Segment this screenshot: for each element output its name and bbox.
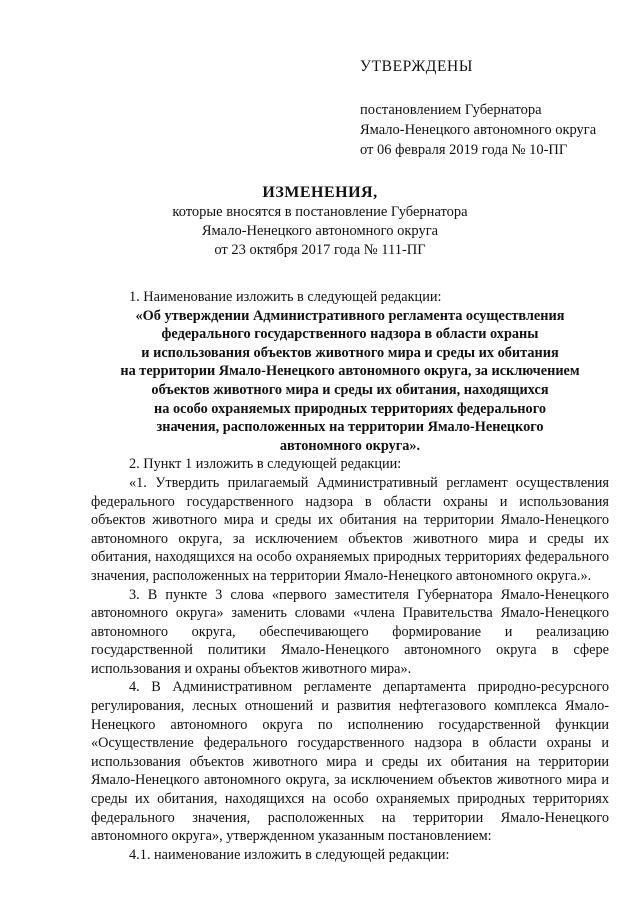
document-subtitle: [0, 203, 640, 260]
paragraph-1: 1. Наименование изложить в следующей редакции:: [129, 289, 442, 305]
new-title-block: [91, 307, 609, 456]
approval-reference: [360, 100, 596, 160]
bold-line: автономного округа».: [279, 437, 421, 454]
subtitle-line: Ямало-Ненецкого автономного округа: [201, 223, 439, 239]
approval-line: постановлением Губернатора: [360, 102, 542, 118]
paragraph-4-1: 4.1. наименование изложить в следующей редакции:: [129, 846, 450, 863]
bold-line: федерального государственного надзора в области охраны: [161, 326, 539, 343]
paragraph-4: 4. В Административном регламенте департамента природно-ресурсного регулирования, лесных отношений и развития нефтегазового комплекса Ямало-Ненецкого автономного округа по исполнению государственной функции «Осуществление федерального государственного надзора в области охраны и использования объектов животного мира и среды их обитания на территории Ямало-Ненецкого автономного округа, за исключением объектов животного мира и среды их обитания, находящихся на особо охраняемых природных территориях федерального значения, расположенных на территории Ямало-Ненецкого автономного округа», утвержденном указанным постановлением:: [91, 679, 609, 845]
bold-line: «Об утверждении Административного регламента осуществления: [135, 307, 565, 324]
bold-line: значения, расположенных на территории Ямало-Ненецкого: [156, 419, 544, 436]
approval-line: от 06 февраля 2019 года № 10-ПГ: [360, 142, 568, 158]
approval-line: Ямало-Ненецкого автономного округа: [360, 122, 597, 138]
subtitle-line: которые вносятся в постановление Губернатора: [172, 204, 468, 220]
bold-line: на особо охраняемых природных территориях федерального: [154, 400, 546, 417]
bold-line: на территории Ямало-Ненецкого автономного округа, за исключением: [120, 363, 580, 380]
subtitle-line: от 23 октября 2017 года № 111-ПГ: [214, 242, 426, 258]
paragraph-3: 3. В пункте 3 слова «первого заместителя Губернатора Ямало-Ненецкого автономного округа» заменить словами «члена Правительства Ямало-Ненецкого автономного округа, обеспечивающего формирование и реализацию государственной политики Ямало-Ненецкого автономного округа в сфере использования и охраны объектов животного мира».: [91, 586, 609, 677]
bold-line: объектов животного мира и среды их обитания, находящихся: [151, 381, 549, 398]
document-body: [91, 288, 609, 864]
paragraph-2: 2. Пункт 1 изложить в следующей редакции:: [129, 456, 402, 473]
bold-line: и использования объектов животного мира и среды их обитания: [141, 344, 559, 361]
approved-heading: УТВЕРЖДЕНЫ: [360, 58, 473, 75]
paragraph-2-text: «1. Утвердить прилагаемый Административный регламент осуществления федерального государственного надзора в области охраны и использования объектов животного мира и среды их обитания на территории Ямало-Ненецкого автономного округа, за исключением объектов животного мира и среды их обитания, находящихся на особо охраняемых природных территориях федерального значения, расположенных на территории Ямало-Ненецкого автономного округа.».: [91, 474, 609, 584]
document-title: ИЗМЕНЕНИЯ,: [262, 184, 378, 201]
